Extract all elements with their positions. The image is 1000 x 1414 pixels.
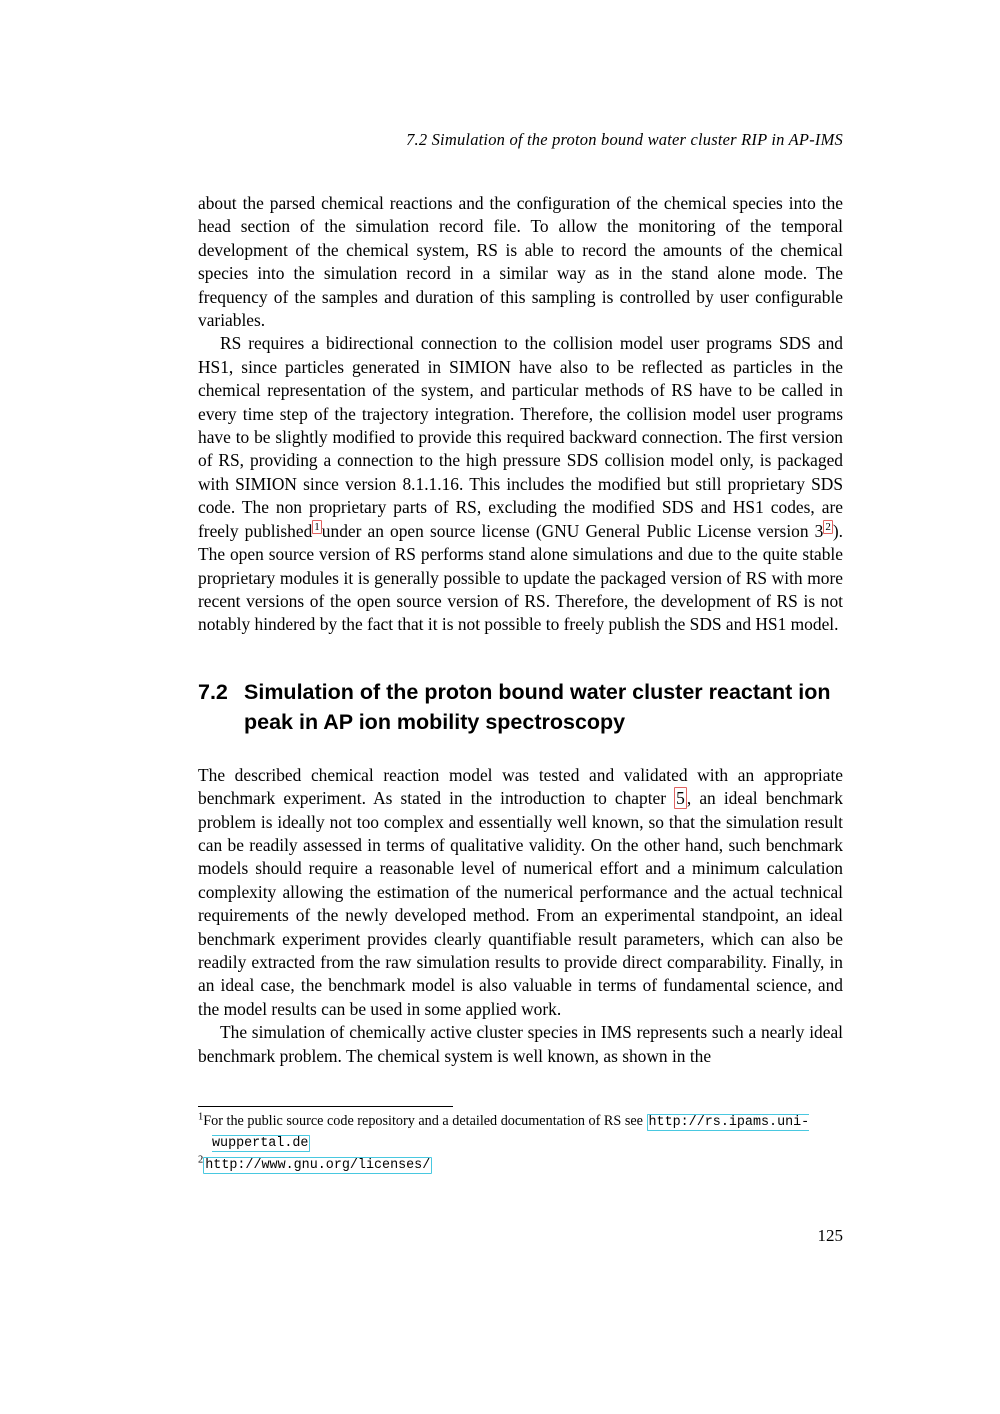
section-title: Simulation of the proton bound water cluster reactant ion peak in AP ion mobility spectroscopy <box>244 679 831 735</box>
paragraph-4: The simulation of chemically active cluster species in IMS represents such a nearly ideal benchmark problem. The chemical system is well known, as shown in the <box>198 1022 843 1066</box>
running-head: 7.2 Simulation of the proton bound water cluster RIP in AP-IMS <box>406 130 843 149</box>
footnote-1 <box>198 1112 846 1153</box>
cross-reference-chapter-5[interactable]: 5 <box>676 788 685 809</box>
paragraph-2-part-b: under an open source license (GNU General Public License version 3 <box>321 520 824 541</box>
footnote-separator-rule <box>198 1106 453 1107</box>
page-content <box>198 130 843 1068</box>
page-number: 125 <box>817 1226 843 1245</box>
paragraph-2-part-a: RS requires a bidirectional connection to the collision model user programs SDS and HS1, since particles generated in SIMION have also to be reflected as particles in the chemical representation of the system, and particular methods of RS have to be called in every time step of the trajectory integration. Therefore, the collision model user programs have to be slightly modified to provide this required backward connection. The first version of RS, providing a connection to the high pressure SDS collision model only, is packaged with SIMION since version 8.1.1.16. This includes the modified but still proprietary SDS code. The non proprietary parts of RS, excluding the modified SDS and HS1 codes, are freely published <box>198 333 843 541</box>
footnote-1-link[interactable]: http://rs.ipams.uni-wuppertal.de <box>212 1115 810 1151</box>
footnote-1-marker: 1 <box>198 1111 204 1123</box>
paragraph-1: about the parsed chemical reactions and the configuration of the chemical species into the head section of the simulation record file. To allow the monitoring of the temporal development of the chemical system, RS is able to record the amounts of the chemical species into the simulation record in a similar way as in the stand alone mode. The frequency of the samples and duration of this sampling is controlled by user configurable variables. <box>198 193 843 331</box>
footnote-area <box>198 1112 846 1178</box>
footnote-1-text: For the public source code repository and a detailed documentation of RS see <box>203 1113 647 1129</box>
section-number: 7.2 <box>198 679 228 704</box>
paragraph-3 <box>198 764 843 1021</box>
footnote-marker-1[interactable]: 1 <box>314 520 320 533</box>
paragraph-2 <box>198 332 843 636</box>
footnote-2-marker: 2 <box>198 1154 204 1166</box>
section-heading <box>198 677 843 738</box>
footnote-2-link[interactable]: http://www.gnu.org/licenses/ <box>205 1158 431 1173</box>
footnote-marker-2[interactable]: 2 <box>825 520 831 533</box>
paragraph-3-part-b: , an ideal benchmark problem is ideally not too complex and essentially well known, so that the simulation result can be readily assessed in terms of qualitative validity. On the other hand, such benchmark models should require a reasonable level of numerical effort and a minimum calculation complexity allowing the estimation of the numerical performance and the actual technical requirements of the newly developed method. From an experimental standpoint, an ideal benchmark experiment provides clearly quantifiable result parameters, which can also be readily extracted from the raw simulation results to provide direct comparability. Finally, in an ideal case, the benchmark model is also valuable in terms of fundamental science, and the model results can be used in some applied work. <box>198 788 843 1019</box>
paragraph-3-part-a: The described chemical reaction model was tested and validated with an appropriate benchmark experiment. As stated in the introduction to chapter <box>198 764 843 809</box>
paragraph-2-part-c: ). The open source version of RS performs stand alone simulations and due to the quite stable proprietary modules it is generally possible to update the packaged version of RS with more recent versions of the open source version of RS. Therefore, the development of RS is not notably hindered by the fact that it is not possible to freely publish the SDS and HS1 model. <box>198 520 843 635</box>
footnote-2 <box>198 1155 846 1176</box>
